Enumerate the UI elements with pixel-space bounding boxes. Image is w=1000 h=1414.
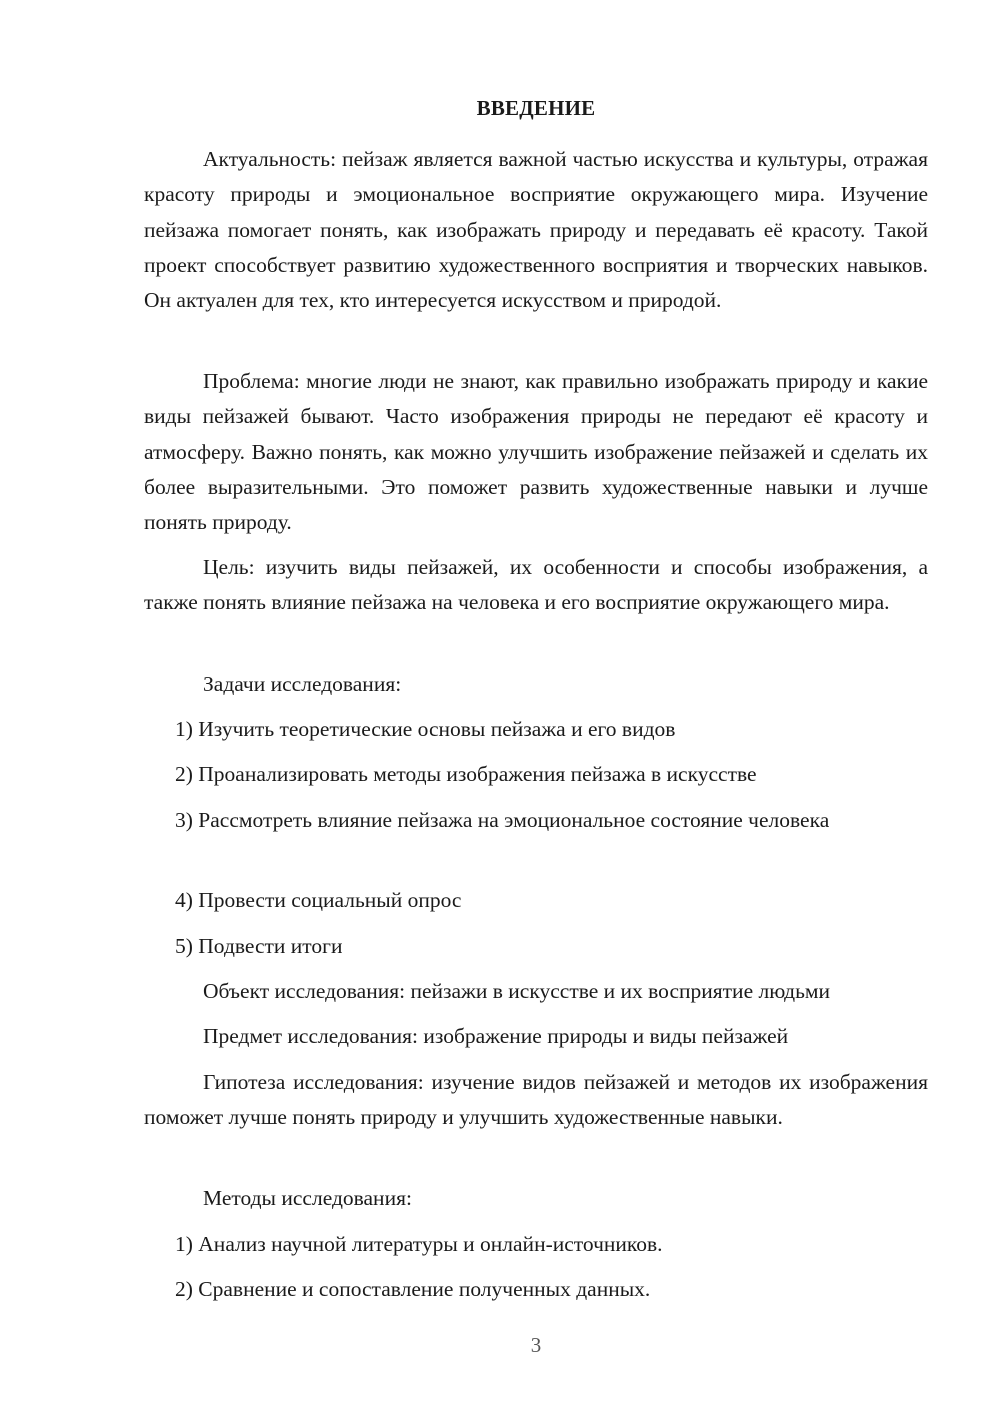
page-number: 3 xyxy=(530,1333,542,1357)
relevance-paragraph: Актуальность: пейзаж является важной частью искусства и культуры, отражая красоту природы и эмоциональное восприятие окружающего мира. Изучение пейзажа помогает понять, как изображать природу и передавать её красоту. Такой проект способствует развитию художественного восприятия и творческих навыков. Он актуален для тех, кто интересуется искусством и природой. xyxy=(144,147,928,313)
method-item-2: 2) Сравнение и сопоставление полученных данных. xyxy=(175,1277,651,1301)
task-item-1: 1) Изучить теоретические основы пейзажа и его видов xyxy=(175,717,676,741)
goal-paragraph: Цель: изучить виды пейзажей, их особенности и способы изображения, а также понять влияние пейзажа на человека и его восприятие окружающего мира. xyxy=(144,555,928,615)
tasks-heading: Задачи исследования: xyxy=(203,672,402,696)
task-item-2: 2) Проанализировать методы изображения пейзажа в искусстве xyxy=(175,762,757,786)
subject-paragraph: Предмет исследования: изображение природы и виды пейзажей xyxy=(203,1024,789,1048)
problem-paragraph: Проблема: многие люди не знают, как правильно изображать природу и какие виды пейзажей бывают. Часто изображения природы не передают её красоту и атмосферу. Важно понять, как можно улучшить изображение пейзажей и сделать их более выразительными. Это поможет развить художественные навыки и лучше понять природу. xyxy=(144,369,928,535)
task-item-5: 5) Подвести итоги xyxy=(175,934,343,958)
task-item-3: 3) Рассмотреть влияние пейзажа на эмоциональное состояние человека xyxy=(175,808,830,832)
methods-heading: Методы исследования: xyxy=(203,1186,412,1210)
page-title: ВВЕДЕНИЕ xyxy=(476,96,596,120)
object-paragraph: Объект исследования: пейзажи в искусстве и их восприятие людьми xyxy=(203,979,831,1003)
hypothesis-paragraph: Гипотеза исследования: изучение видов пейзажей и методов их изображения поможет лучше понять природу и улучшить художественные навыки. xyxy=(144,1070,928,1130)
method-item-1: 1) Анализ научной литературы и онлайн-источников. xyxy=(175,1232,663,1256)
task-item-4: 4) Провести социальный опрос xyxy=(175,888,462,912)
